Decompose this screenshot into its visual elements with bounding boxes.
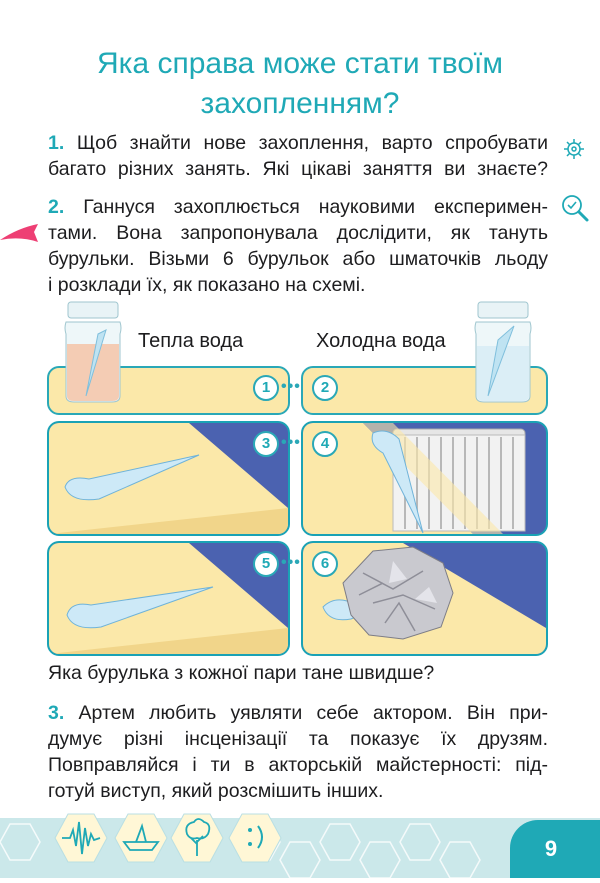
badge-2: 2 xyxy=(312,375,338,401)
task-1-number: 1. xyxy=(48,132,65,154)
task-2 xyxy=(48,194,548,298)
task-3-line-2: думує різні інсценізації та показує їх друзям. xyxy=(48,728,548,750)
paper-boat-icon xyxy=(114,812,168,864)
task-1 xyxy=(48,130,548,182)
task-2-number: 2. xyxy=(48,196,65,218)
task-3-line-4: готуй виступ, який розсмішить інших. xyxy=(48,780,384,802)
task-1-text-1: Щоб знайти нове захоплення, варто спробувати xyxy=(76,132,548,154)
connector-3-4: ••• xyxy=(281,434,301,451)
sound-wave-icon xyxy=(54,812,108,864)
task-3-line-3: Повправляйся і ти в акторській майстерності: під- xyxy=(48,754,548,776)
magnifier-icon xyxy=(558,192,592,224)
warm-water-label: Тепла вода xyxy=(138,330,244,352)
pointer-arrow-icon xyxy=(0,222,40,246)
task-2-line-4: і розклади їх, як показано на схемі. xyxy=(48,274,366,296)
title-line-1: Яка справа може стати твоїм xyxy=(96,47,503,80)
panel-4 xyxy=(301,421,548,536)
page-title xyxy=(0,44,600,124)
task-2-text-1: Ганнуся захоплюється науковими експеримен- xyxy=(83,196,548,218)
panel-6 xyxy=(301,541,548,656)
badge-5: 5 xyxy=(253,551,279,577)
cold-water-jar xyxy=(470,300,536,404)
task-3-line-1 xyxy=(48,700,548,726)
task-2-line-3: бурульки. Візьми 6 бурульок або шматочків льоду xyxy=(48,248,548,270)
tree-icon xyxy=(170,812,224,864)
task-1-line-2: багато різних занять. Які цікаві заняття ви знаєте? xyxy=(48,158,548,180)
question: Яка бурулька з кожної пари тане швидше? xyxy=(48,662,435,684)
cold-water-label: Холодна вода xyxy=(316,330,446,352)
table-surface-3 xyxy=(49,423,288,534)
warm-water-jar xyxy=(60,300,126,404)
foil-scene xyxy=(303,543,546,654)
smiley-icon xyxy=(228,812,282,864)
task-2-line-1 xyxy=(48,194,548,220)
title-line-2: захопленням? xyxy=(200,87,400,120)
task-3-text-1: Артем любить уявляти себе актором. Він при- xyxy=(78,702,549,724)
page-number: 9 xyxy=(544,836,558,861)
connector-1-2: ••• xyxy=(281,378,301,395)
connector-5-6: ••• xyxy=(281,554,301,571)
badge-6: 6 xyxy=(312,551,338,577)
table-surface-5 xyxy=(49,543,288,654)
badge-4: 4 xyxy=(312,431,338,457)
gear-hands-icon xyxy=(558,134,590,164)
task-1-line-1 xyxy=(48,130,548,156)
task-3 xyxy=(48,700,548,804)
task-2-line-2: тами. Вона запропонувала дослідити, як тануть xyxy=(48,222,548,244)
radiator-scene xyxy=(303,423,546,534)
badge-1: 1 xyxy=(253,375,279,401)
task-3-number: 3. xyxy=(48,702,65,724)
badge-3: 3 xyxy=(253,431,279,457)
